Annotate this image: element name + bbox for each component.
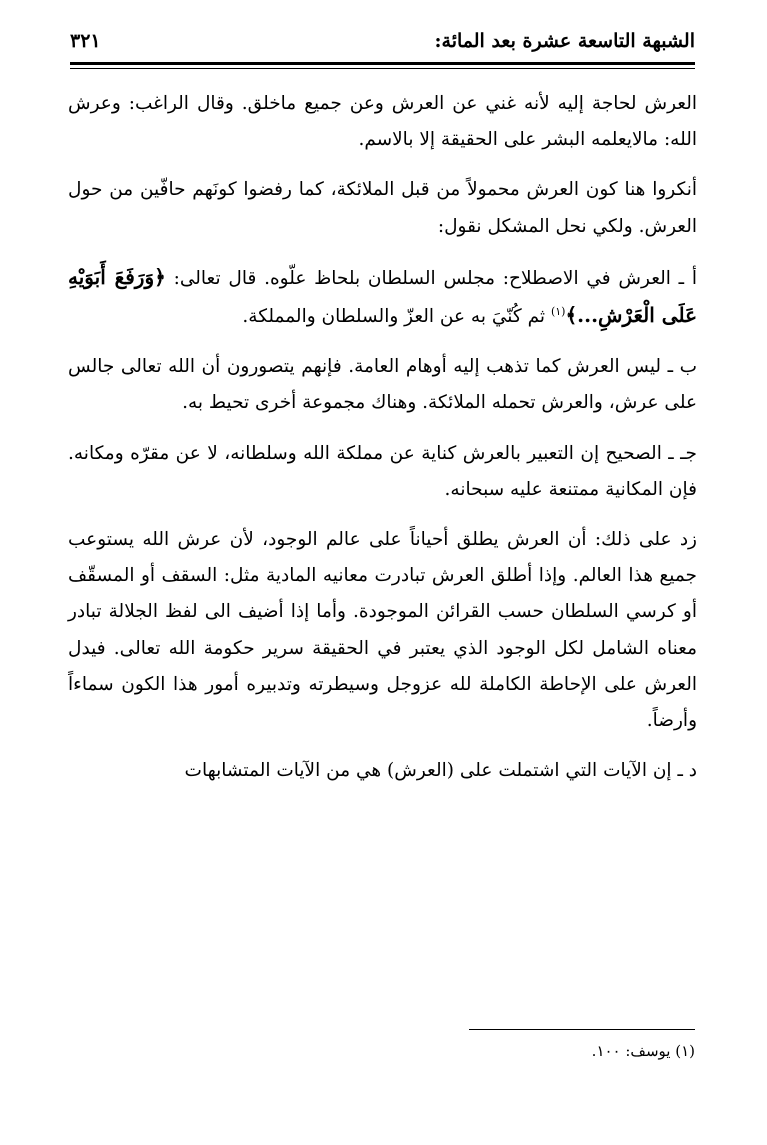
page-body <box>68 86 697 789</box>
footnote-rule <box>469 1029 695 1030</box>
header-title: الشبهة التاسعة عشرة بعد المائة: <box>434 30 695 52</box>
paragraph-2: أنكروا هنا كون العرش محمولاً من قبل الملائكة، كما رفضوا كونَهم حافّين من حول العرش. ولكي نحل المشكل نقول: <box>68 179 697 237</box>
paragraph-6: زد على ذلك: أن العرش يطلق أحياناً على عالم الوجود، لأن عرش الله يستوعب جميع هذا العالم. وإذا أطلق العرش تبادرت معانيه المادية مثل: السقف أو المسقّف أو كرسي السلطان حسب القرائن الموجودة. وأما إذا أضيف الى لفظ الجلالة تبادر معناه الشامل لكل الوجود الذي يعتبر في الحقيقة سرير حكومة الله تعالى. فيدل العرش على الإحاطة الكاملة لله عزوجل وسيطرته وتدبيره أمور هذا الكون سماءاً وأرضاً. <box>68 529 697 732</box>
paragraph-3-start: أ ـ العرش في الاصطلاح: مجلس السلطان بلحاظ علّوه. قال تعالى: <box>173 267 697 289</box>
header-rule-thin <box>70 68 695 69</box>
paragraph-7: د ـ إن الآيات التي اشتملت على (العرش) هي من الآيات المتشابهات <box>184 760 697 782</box>
paragraph-4: ب ـ ليس العرش كما تذهب إليه أوهام العامة. فإنهم يتصورون أن الله تعالى جالس على عرش، والعرش تحمله الملائكة. وهناك مجموعة أخرى تحيط به. <box>68 356 697 414</box>
paragraph-1: العرش لحاجة إليه لأنه غني عن العرش وعن جميع ماخلق. وقال الراغب: وعرش الله: مالايعلمه البشر على الحقيقة إلا بالاسم. <box>68 93 697 151</box>
footnote: (١) يوسف: ١٠٠. <box>591 1042 695 1060</box>
paragraph-5: جـ ـ الصحيح إن التعبير بالعرش كناية عن مملكة الله وسلطانه، لا عن مقرّه ومكانه. فإن المكانية ممتنعة عليه سبحانه. <box>68 442 697 500</box>
running-header <box>70 28 695 58</box>
paragraph-3-end: ثم كُنّيَ به عن العزّ والسلطان والمملكة. <box>242 306 546 328</box>
header-rule-thick <box>70 62 695 65</box>
footnote-reference: (١) <box>550 304 566 318</box>
quran-verse: ﴿وَرَفَعَ أَبَوَيْهِ عَلَى الْعَرْشِ...﴾ <box>68 264 697 328</box>
paragraph-3 <box>68 259 697 335</box>
page-number: ٣٢١ <box>70 30 101 52</box>
